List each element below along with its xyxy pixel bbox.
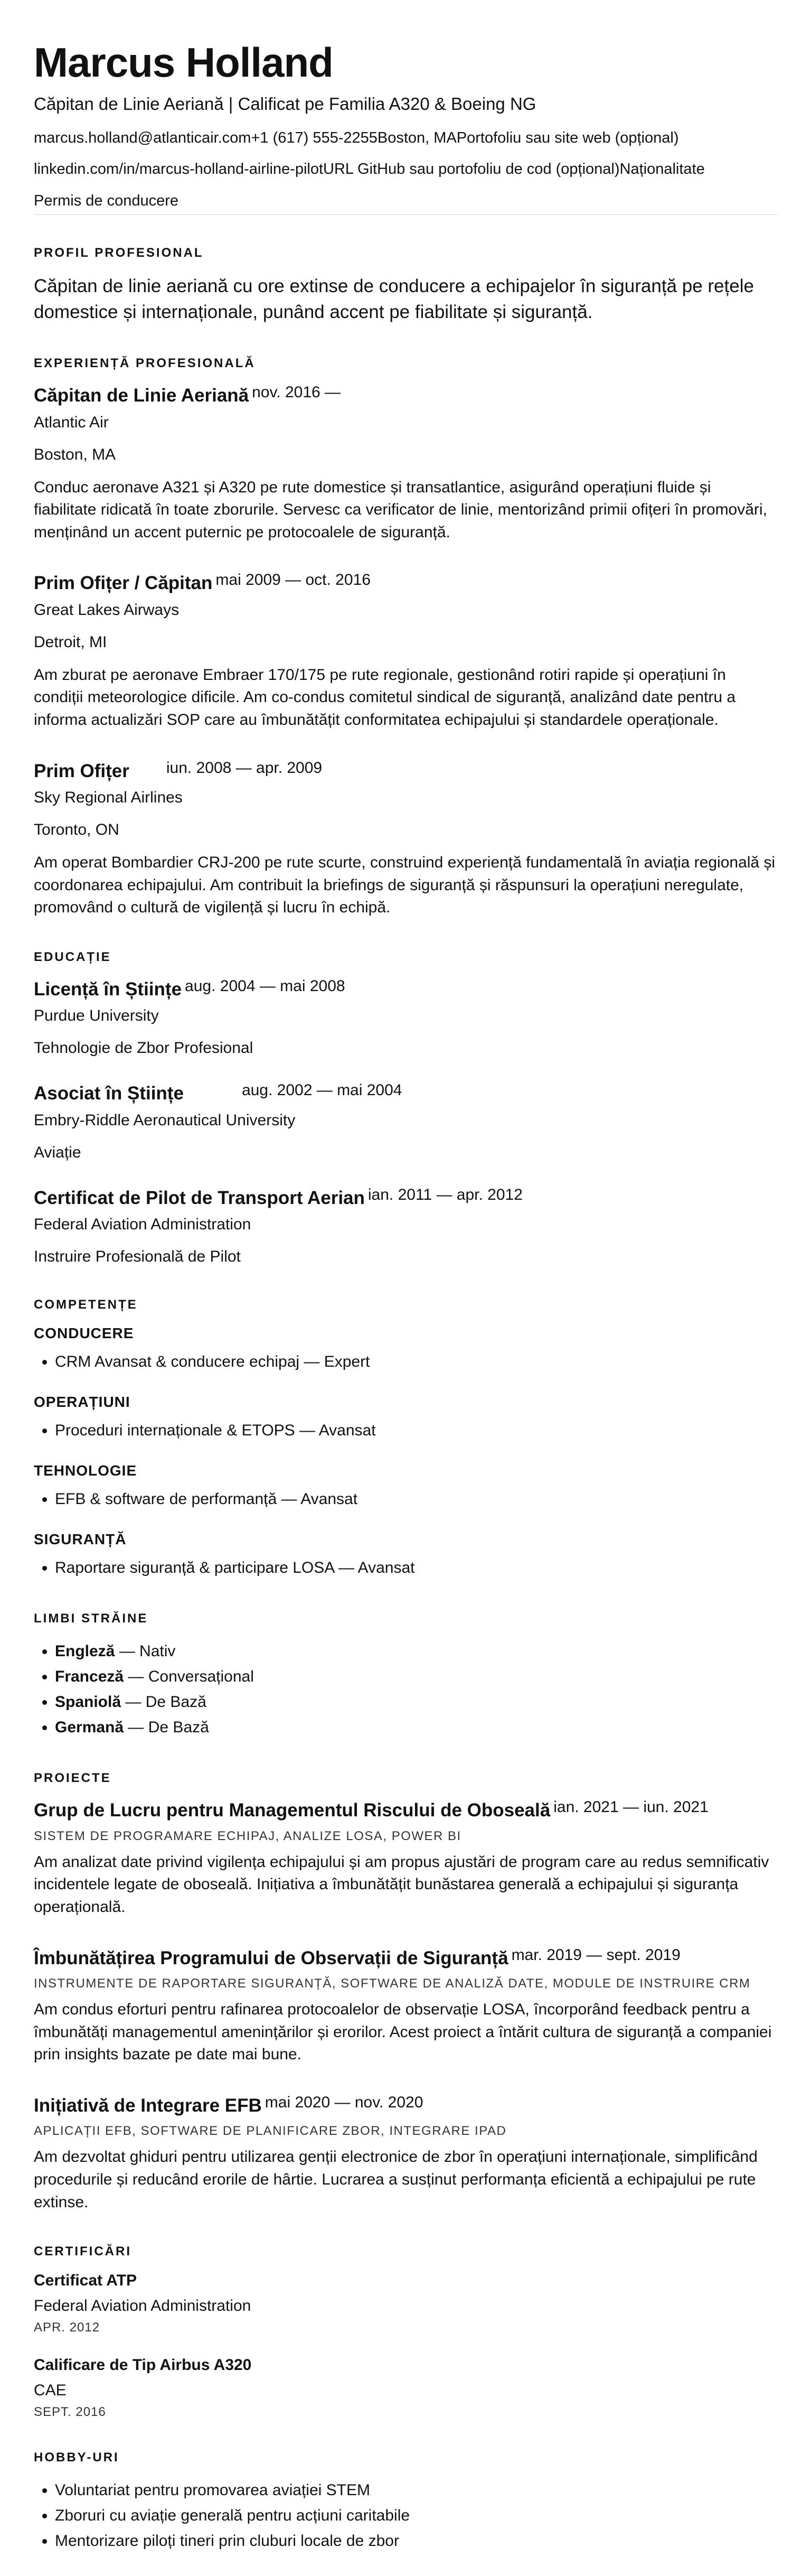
project-entry [34, 2094, 777, 2214]
school-name: Embry-Riddle Aeronautical University [34, 1111, 296, 1129]
job-location: Detroit, MI [34, 633, 107, 651]
project-entry [34, 1798, 777, 1918]
education-header [34, 977, 777, 1002]
certification-date: SEPT. 2016 [34, 2405, 106, 2420]
experience-entry [34, 571, 777, 731]
language-item: • Engleză — Nativ [55, 1639, 777, 1664]
hobby-item: • Zboruri cu aviație generală pentru acțiuni caritabile [55, 2503, 777, 2528]
skill-item: • Raportare siguranță & participare LOSA — Avansat [55, 1555, 777, 1581]
project-header [34, 1798, 777, 1823]
project-description: Am analizat date privind vigilența echipajului și am propus ajustări de program care au redus semnificativ incidentele legate de oboseală. Inițiativa a îmbunătățit bunăstarea generală a echipajului și siguranța operațională. [34, 1853, 769, 1916]
language-item: • Germană — De Bază [55, 1715, 777, 1740]
project-header [34, 2094, 777, 2118]
project-tags: INSTRUMENTE DE RAPORTARE SIGURANȚĂ, SOFTWARE DE ANALIZĂ DATE, MODULE DE INSTRUIRE CRM [34, 1976, 751, 1991]
skill-group-title: TEHNOLOGIE [34, 1462, 137, 1479]
project-entry [34, 1946, 777, 2066]
contact-line-primary [34, 128, 777, 148]
job-company: Atlantic Air [34, 413, 109, 431]
project-title: Grup de Lucru pentru Managementul Riscului de Oboseală [34, 1800, 551, 1821]
skill-item: • CRM Avansat & conducere echipaj — Expert [55, 1349, 777, 1375]
certification-name: Certificat ATP [34, 2272, 137, 2290]
section-title-profile: PROFIL PROFESIONAL [34, 245, 204, 260]
phone-text: +1 (617) 555-2255 [251, 129, 378, 146]
job-dates: mai 2009 — oct. 2016 [215, 571, 371, 589]
job-title: Căpitan de Linie Aeriană [34, 385, 249, 406]
headline: Căpitan de Linie Aeriană | Calificat pe Familia A320 & Boeing NG [34, 94, 536, 114]
study-field: Instruire Profesională de Pilot [34, 1248, 241, 1266]
language-name: Germană [55, 1719, 124, 1737]
hobby-item: • Mentorizare piloți tineri prin cluburi locale de zbor [55, 2528, 777, 2554]
job-description: Am operat Bombardier CRJ-200 pe rute scurte, construind experiență fundamentală în aviația regională și coordonarea echipajului. Am contribuit la briefings de siguranță și răspunsuri la operațiuni neregulate, promovând o cultură de vigilență și lucru în echipă. [34, 854, 776, 917]
license-text: Permis de conducere [34, 192, 179, 209]
school-name: Purdue University [34, 1007, 159, 1025]
certification-entry [34, 2356, 777, 2420]
certification-entry [34, 2272, 777, 2335]
skill-group-title: OPERAȚIUNI [34, 1394, 130, 1411]
skill-list [34, 1349, 777, 1375]
skill-item: • Proceduri internaționale & ETOPS — Avansat [55, 1418, 777, 1443]
profile-summary: Căpitan de linie aeriană cu ore extinse de conducere a echipajelor în siguranță pe rețele domestice și internaționale, punând accent pe fiabilitate și siguranță. [34, 275, 754, 323]
skill-list [34, 1418, 777, 1443]
portfolio-link[interactable]: Portofoliu sau site web (opțional) [456, 129, 679, 146]
project-description: Am dezvoltat ghiduri pentru utilizarea genții electronice de zbor în operațiuni internaționale, simplificând procedurile și reducând erorile de hârtie. Lucrarea a susținut performanța eficientă a echipajului pe rute extinse. [34, 2148, 758, 2211]
language-item: • Spaniolă — De Bază [55, 1690, 777, 1715]
language-name: Franceză [55, 1668, 124, 1686]
skill-list [34, 1555, 777, 1581]
project-title: Inițiativă de Integrare EFB [34, 2095, 262, 2116]
hobby-item: • Voluntariat pentru promovarea aviației STEM [55, 2478, 777, 2503]
project-tags: APLICAȚII EFB, SOFTWARE DE PLANIFICARE ZBOR, INTEGRARE IPAD [34, 2124, 507, 2139]
job-location: Boston, MA [34, 445, 116, 463]
skill-group [34, 1394, 777, 1443]
skill-group [34, 1462, 777, 1512]
job-company: Great Lakes Airways [34, 601, 180, 619]
candidate-name: Marcus Holland [34, 39, 333, 86]
skill-item: • EFB & software de performanță — Avansat [55, 1487, 777, 1512]
certification-date: APR. 2012 [34, 2320, 100, 2335]
section-title-skills: COMPETENȚE [34, 1298, 138, 1312]
language-item: • Franceză — Conversațional [55, 1664, 777, 1690]
project-tags: SISTEM DE PROGRAMARE ECHIPAJ, ANALIZE LOSA, POWER BI [34, 1828, 461, 1843]
language-level: Nativ [139, 1642, 176, 1660]
project-dates: mai 2020 — nov. 2020 [265, 2093, 423, 2111]
certification-name: Calificare de Tip Airbus A320 [34, 2356, 252, 2374]
language-name: Spaniolă [55, 1693, 121, 1711]
degree-title: Licență în Științe [34, 978, 182, 1000]
skill-list [34, 1487, 777, 1512]
education-header [34, 1081, 777, 1106]
skill-group [34, 1531, 777, 1581]
education-header [34, 1186, 777, 1210]
section-title-projects: PROIECTE [34, 1771, 111, 1786]
education-entry [34, 1081, 777, 1163]
school-name: Federal Aviation Administration [34, 1216, 251, 1234]
email-link[interactable]: marcus.holland@atlanticair.com [34, 129, 251, 146]
project-dates: ian. 2021 — iun. 2021 [553, 1798, 709, 1816]
section-title-education: EDUCAȚIE [34, 949, 111, 964]
section-title-certifications: CERTIFICĂRI [34, 2244, 131, 2259]
skill-group-title: CONDUCERE [34, 1325, 134, 1342]
job-company: Sky Regional Airlines [34, 789, 183, 807]
language-list [34, 1639, 777, 1740]
section-title-experience: EXPERIENȚĂ PROFESIONALĂ [34, 356, 256, 371]
education-entry [34, 977, 777, 1059]
language-level: De Bază [145, 1693, 206, 1711]
contact-line-secondary [34, 160, 777, 180]
experience-header [34, 571, 777, 595]
education-entry [34, 1186, 777, 1267]
education-dates: aug. 2002 — mai 2004 [241, 1081, 402, 1099]
hobby-list [34, 2478, 777, 2554]
experience-entry [34, 384, 777, 544]
job-description: Conduc aeronave A321 și A320 pe rute domestice și transatlantice, asigurând operațiuni fluide și fiabilitate ridicată în toate zborurile. Servesc ca verificator de linie, mentorizând primii ofițeri în promovări, menținând un accent puternic pe protocoalele de siguranță. [34, 478, 767, 541]
project-header [34, 1946, 777, 1971]
certification-issuer: CAE [34, 2382, 67, 2400]
skill-group [34, 1325, 777, 1375]
certification-issuer: Federal Aviation Administration [34, 2297, 251, 2315]
degree-title: Asociat în Științe [34, 1083, 184, 1104]
language-name: Engleză [55, 1642, 115, 1660]
degree-title: Certificat de Pilot de Transport Aerian [34, 1187, 365, 1208]
job-title: Prim Ofițer [34, 760, 129, 781]
skill-group-title: SIGURANȚĂ [34, 1531, 127, 1548]
job-title: Prim Ofițer / Căpitan [34, 573, 213, 594]
experience-header [34, 759, 777, 783]
job-location: Toronto, ON [34, 821, 119, 839]
project-dates: mar. 2019 — sept. 2019 [511, 1946, 681, 1964]
experience-entry [34, 759, 777, 919]
job-description: Am zburat pe aeronave Embraer 170/175 pe rute regionale, gestionând rotiri rapide și operațiuni în condiții meteorologice dificile. Am co-condus comitetul sindical de siguranță, analizând date pentru a informa actualizări SOP care au îmbunătățit conformitatea echipajului și standardele operaționale. [34, 666, 736, 729]
job-dates: iun. 2008 — apr. 2009 [166, 759, 323, 777]
education-dates: ian. 2011 — apr. 2012 [367, 1186, 523, 1203]
language-level: De Bază [148, 1719, 209, 1737]
section-title-languages: LIMBI STRĂINE [34, 1611, 148, 1626]
language-level: Conversațional [148, 1668, 254, 1686]
github-link[interactable]: URL GitHub sau portofoliu de cod (opțional) [323, 161, 620, 178]
study-field: Tehnologie de Zbor Profesional [34, 1039, 253, 1057]
job-dates: nov. 2016 — [252, 384, 341, 402]
project-description: Am condus eforturi pentru rafinarea protocoalelor de observație LOSA, încorporând feedback pentru a îmbunătăți managementul amenințărilor și erorilor. Acest proiect a întărit cultura de siguranță a companiei prin insights bazate pe date mai bune. [34, 2001, 772, 2064]
location-text: Boston, MA [377, 129, 457, 146]
linkedin-link[interactable]: linkedin.com/in/marcus-holland-airline-pilot [34, 161, 324, 178]
contact-line-tertiary [34, 191, 777, 215]
study-field: Aviație [34, 1143, 81, 1161]
project-title: Îmbunătățirea Programului de Observații de Siguranță [34, 1947, 508, 1968]
experience-header [34, 384, 777, 408]
nationality-text: Naționalitate [619, 161, 705, 178]
section-title-hobbies: HOBBY-URI [34, 2450, 119, 2465]
education-dates: aug. 2004 — mai 2008 [185, 977, 345, 995]
